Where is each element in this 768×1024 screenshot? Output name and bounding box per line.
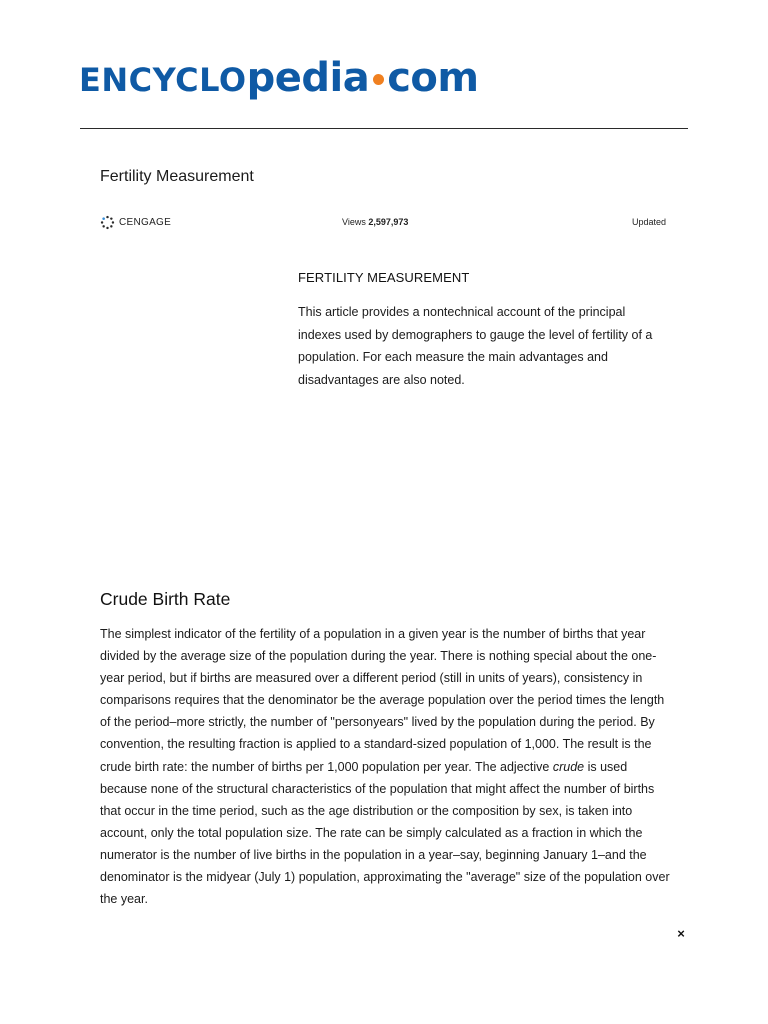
logo-text-tld: com bbox=[387, 55, 479, 101]
updated-label: Updated bbox=[631, 217, 666, 227]
logo-text-caps: ENCYCLO bbox=[79, 61, 247, 99]
article-title: Fertility Measurement bbox=[100, 168, 254, 185]
close-button[interactable] bbox=[673, 925, 689, 943]
views-count: 2,597,973 bbox=[368, 217, 409, 227]
logo-dot-icon bbox=[373, 74, 384, 85]
publisher-attribution bbox=[100, 215, 171, 230]
paragraph-emphasis: crude bbox=[552, 759, 585, 774]
paragraph-text-part2: is used because none of the structural characteristics of the population that might affect the number of births that occur in the time period, such as the age distribution or the composition by sex, is taken into account, only the total population size. The rate can be simply calculated as a fraction in which the numerator is the number of live births in the population in a year–say, beginning January 1–and the denominator is the midyear (July 1) population, approximating the "average" size of the population over the year. bbox=[100, 759, 670, 907]
views-counter bbox=[342, 217, 408, 227]
article-heading-caps: FERTILITY MEASUREMENT bbox=[298, 270, 470, 285]
close-icon: × bbox=[677, 926, 685, 941]
header-divider bbox=[80, 128, 688, 129]
publisher-name: CENGAGE bbox=[119, 217, 172, 228]
intro-paragraph: This article provides a nontechnical account of the principal indexes used by demographers to gauge the level of fertility of a population. For each measure the main advantages and disadvantages are also noted. bbox=[298, 305, 653, 387]
site-logo[interactable] bbox=[79, 55, 479, 108]
paragraph-text-part1: The simplest indicator of the fertility of a population in a given year is the number of births that year divided by the average size of the population during the year. There is nothing special about the one-year period, but if births are measured over a different period (still in units of years), consistency in comparisons requires that the denominator be the average population over the period times the length of the period–more strictly, the number of "personyears" lived by the population during the period. By convention, the resulting fraction is applied to a standard-sized population of 1,000. The result is the crude birth rate: the number of births per 1,000 population per year. The adjective bbox=[100, 627, 665, 774]
section-heading-crude-birth-rate: Crude Birth Rate bbox=[100, 589, 231, 609]
cengage-logo-icon bbox=[100, 215, 115, 230]
views-label: Views bbox=[342, 217, 366, 227]
article-meta bbox=[100, 214, 666, 232]
body-paragraph bbox=[100, 623, 670, 910]
logo-text-lower: pedia bbox=[246, 55, 370, 101]
